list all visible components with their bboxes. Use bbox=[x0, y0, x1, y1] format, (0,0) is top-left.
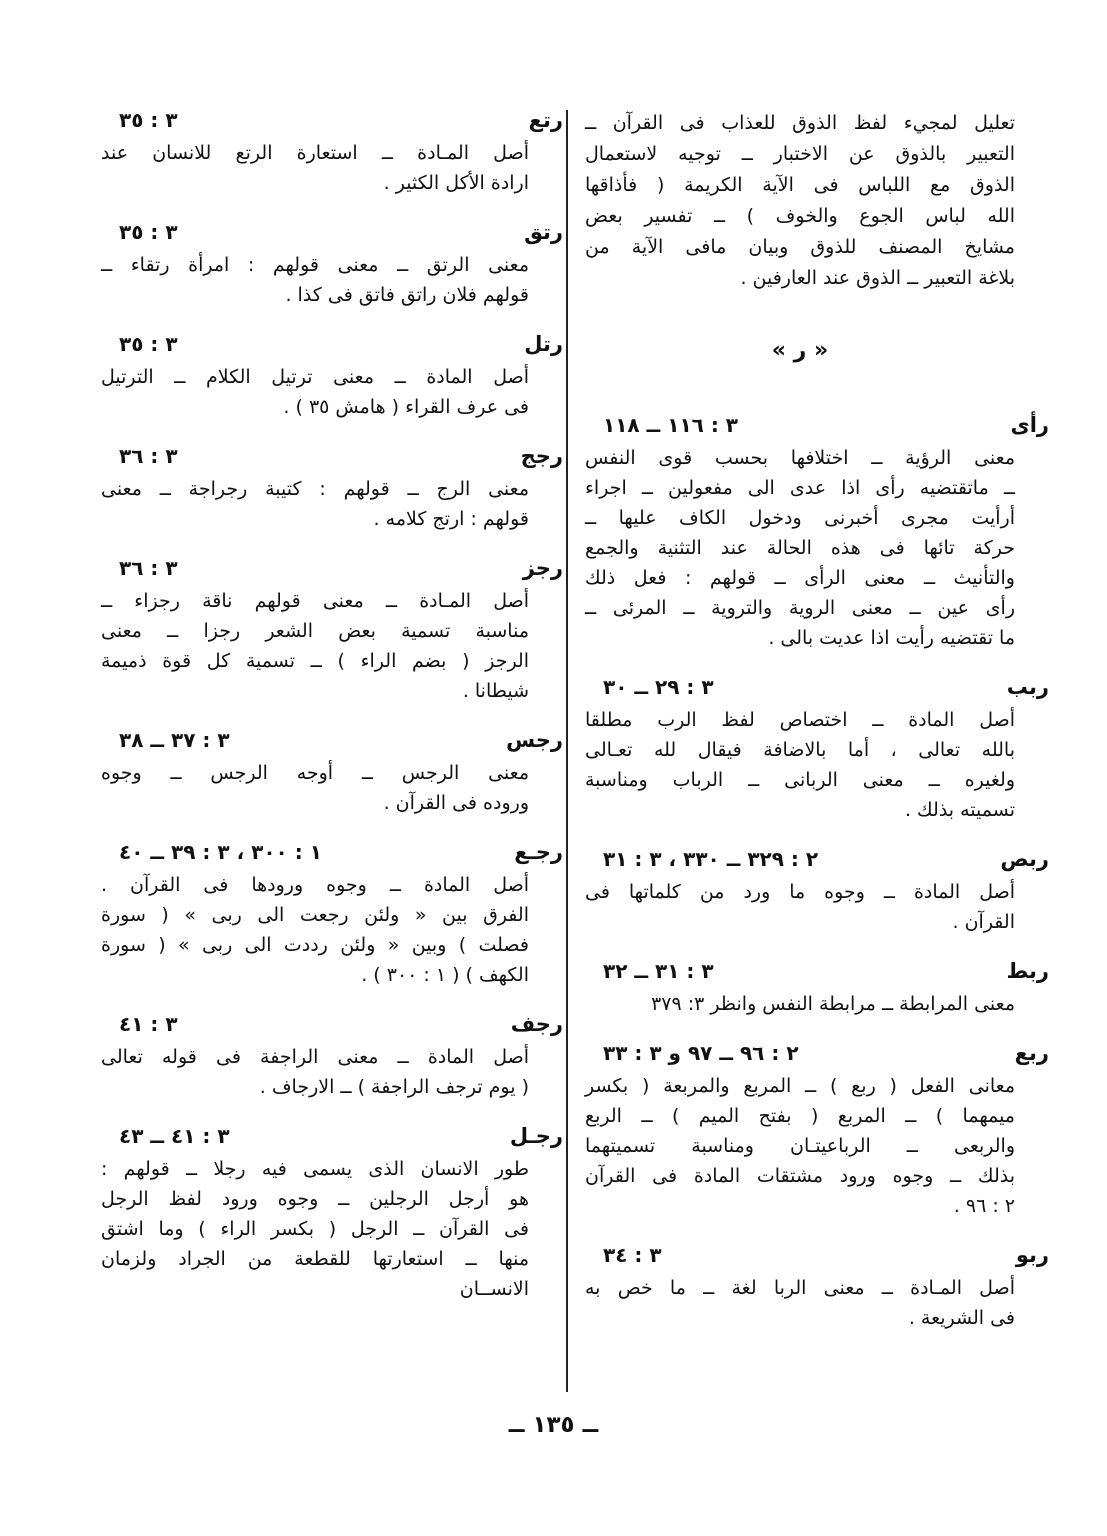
entry-text-line: الكهف ) ( ١ : ٣٠٠ ) . bbox=[361, 964, 529, 986]
entry-reference: ٣ : ١١٦ ــ ١١٨ bbox=[603, 413, 739, 437]
entry-text-line: قولهم : ارتج كلامه . bbox=[373, 508, 529, 530]
entry-text-line: أصل المادة ــ معنى ترتيل الكلام ــ الترتيل bbox=[101, 366, 529, 388]
entry-text-line: معنى الرؤية ــ اختلافها بحسب قوى النفس bbox=[585, 447, 1015, 469]
left-column bbox=[101, 108, 563, 1326]
entry-reference: ٣ : ٣١ ــ ٣٢ bbox=[603, 959, 714, 983]
entry-term: رأى bbox=[1010, 413, 1049, 437]
entry-text-line: ميمهما ) ــ المربع ( بفتح الميم ) ــ الربع bbox=[585, 1105, 1015, 1127]
entry-text-line: معنى الرجس ــ أوجه الرجس ــ وجوه bbox=[101, 762, 529, 784]
index-entry bbox=[101, 728, 563, 818]
index-entry bbox=[101, 444, 563, 534]
entry-term: ربط bbox=[1006, 959, 1049, 983]
entry-header bbox=[585, 675, 1049, 705]
text-line: الله لباس الجوع والخوف ) ــ تفسير بعض bbox=[585, 205, 1015, 227]
entry-term: ربب bbox=[1006, 675, 1049, 699]
right-column bbox=[585, 108, 1049, 1355]
entry-reference: ١ : ٣٠٠ ، ٣ : ٣٩ ــ ٤٠ bbox=[119, 840, 322, 864]
entry-text-line: القرآن . bbox=[952, 911, 1015, 933]
entry-text-line: هو أرجل الرجلين ــ وجوه ورود لفظ الرجل bbox=[101, 1188, 529, 1210]
entry-header bbox=[101, 840, 563, 870]
entry-text-line: تسميته بذلك . bbox=[904, 799, 1015, 821]
entry-text-line: طور الانسان الذى يسمى فيه رجلا ــ قولهم : bbox=[101, 1158, 529, 1180]
entry-term: رجز bbox=[522, 556, 563, 580]
entry-text-line: فى عرف القراء ( هامش ٣٥ ) . bbox=[283, 396, 529, 418]
text-line: التعبير بالذوق عن الاختبار ــ توجيه لاستعمال bbox=[585, 143, 1015, 165]
entry-text-line: الانســان bbox=[459, 1278, 529, 1300]
entry-text-line: ٢ : ٩٦ . bbox=[953, 1195, 1015, 1217]
entry-header bbox=[585, 1041, 1049, 1071]
index-entry bbox=[101, 108, 563, 198]
entry-term: ربو bbox=[1015, 1243, 1049, 1267]
entry-header bbox=[101, 1124, 563, 1154]
text-line: بلاغة التعبير ــ الذوق عند العارفين . bbox=[740, 267, 1015, 289]
page-number: ــ ١٣٥ ــ bbox=[508, 1412, 599, 1438]
entry-text-line: معنى الرج ــ قولهم : كتيبة رجراجة ــ معنى bbox=[101, 478, 529, 500]
entry-header bbox=[585, 1243, 1049, 1273]
entry-reference: ٣ : ٣٥ bbox=[119, 108, 178, 132]
text-line: مشايخ المصنف للذوق وبيان مافى الآية من bbox=[585, 236, 1015, 258]
entry-text-line: معانى الفعل ( ربع ) ــ المربع والمربعة ( بكسر bbox=[585, 1075, 1015, 1097]
entry-header bbox=[585, 959, 1049, 989]
entry-reference: ٣ : ٣٤ bbox=[603, 1243, 662, 1267]
entry-header bbox=[101, 220, 563, 250]
entry-term: رتل bbox=[524, 332, 563, 356]
entry-reference: ٢ : ٩٦ ــ ٩٧ و ٣ : ٣٣ bbox=[603, 1041, 799, 1065]
left-entries bbox=[101, 108, 563, 1304]
entry-reference: ٣ : ٣٦ bbox=[119, 444, 178, 468]
index-entry bbox=[585, 959, 1049, 1019]
entry-text-line: الرجز ( بضم الراء ) ــ تسمية كل قوة ذميمة bbox=[101, 650, 529, 672]
index-entry bbox=[101, 840, 563, 990]
entry-header bbox=[101, 108, 563, 138]
entry-header bbox=[101, 728, 563, 758]
entry-text-line: أصل المـادة ــ معنى قولهم ناقة رجزاء ــ bbox=[101, 590, 529, 612]
index-entry bbox=[585, 675, 1049, 825]
entry-text-line: رأى عين ــ معنى الروية والتروية ــ المرئى ــ bbox=[585, 597, 1015, 619]
entry-reference: ٣ : ٣٥ bbox=[119, 332, 178, 356]
entry-term: ربع bbox=[1014, 1041, 1049, 1065]
index-entry bbox=[101, 220, 563, 310]
entry-reference: ٣ : ٤١ ــ ٤٣ bbox=[119, 1124, 230, 1148]
entry-text-line: ــ ماتقتضيه رأى اذا عدى الى مفعولين ــ اجراء bbox=[585, 477, 1015, 499]
entry-header bbox=[101, 444, 563, 474]
entry-text-line: مناسبة تسمية بعض الشعر رجزا ــ معنى bbox=[101, 620, 529, 642]
entry-reference: ٣ : ٣٦ bbox=[119, 556, 178, 580]
entry-text-line: والتأنيث ــ معنى الرأى ــ قولهم : فعل ذلك bbox=[585, 567, 1015, 589]
entry-text-line: أصل المادة ــ وجوه ورودها فى القرآن . bbox=[101, 874, 529, 896]
entry-text-line: شيطانا . bbox=[462, 680, 529, 702]
right-entries bbox=[585, 413, 1049, 1333]
entry-text-line: معنى المرابطة ــ مرابطة النفس وانظر ٣: ٣٧٩ bbox=[651, 993, 1015, 1015]
entry-term: رجـل bbox=[509, 1124, 563, 1148]
intro-paragraph bbox=[585, 108, 1015, 294]
entry-term: رتق bbox=[524, 220, 563, 244]
entry-text-line: ارادة الأكل الكثير . bbox=[383, 172, 529, 194]
entry-text-line: قولهم فلان راتق فاتق فى كذا . bbox=[285, 284, 529, 306]
entry-text-line: حركة تائها فى هذه الحالة عند التثنية والجمع bbox=[585, 537, 1015, 559]
entry-reference: ٣ : ٣٥ bbox=[119, 220, 178, 244]
index-entry bbox=[585, 413, 1049, 653]
entry-header bbox=[101, 1012, 563, 1042]
entry-header bbox=[101, 332, 563, 362]
index-entry bbox=[585, 847, 1049, 937]
entry-header bbox=[585, 413, 1049, 443]
entry-text-line: ما تقتضيه رأيت اذا عديت بالى . bbox=[768, 627, 1015, 649]
index-entry bbox=[101, 1124, 563, 1304]
entry-text-line: أصل المادة ــ اختصاص لفظ الرب مطلقا bbox=[585, 709, 1015, 731]
index-entry bbox=[101, 1012, 563, 1102]
entry-text-line: بذلك ــ وجوه ورود مشتقات المادة فى القرآن bbox=[585, 1165, 1015, 1187]
entry-text-line: منها ــ استعارتها للقطعة من الجراد ولزمان bbox=[101, 1248, 529, 1270]
entry-text-line: ولغيره ــ معنى الربانى ــ الرباب ومناسبة bbox=[585, 769, 1015, 791]
index-entry bbox=[585, 1243, 1049, 1333]
text-line: الذوق مع اللباس فى الآية الكريمة ( فأذاقها bbox=[585, 174, 1015, 196]
entry-text-line: فصلت ) وبين « ولئن رددت الى ربى » ( سورة bbox=[101, 934, 529, 956]
entry-text-line: فى الشريعة . bbox=[908, 1307, 1015, 1329]
column-divider bbox=[566, 110, 568, 1392]
entry-term: رجج bbox=[520, 444, 563, 468]
section-title: « ر » bbox=[771, 338, 829, 363]
entry-term: رجف bbox=[510, 1012, 563, 1036]
entry-text-line: الفرق بين « ولئن رجعت الى ربى » ( سورة bbox=[101, 904, 529, 926]
text-line: تعليل لمجيء لفظ الذوق للعذاب فى القرآن ــ bbox=[585, 112, 1015, 134]
entry-reference: ٣ : ٣٧ ــ ٣٨ bbox=[119, 728, 230, 752]
entry-term: رجس bbox=[506, 728, 563, 752]
entry-term: ربص bbox=[1000, 847, 1049, 871]
entry-text-line: والربعى ــ الرباعيتـان ومناسبة تسميتهما bbox=[585, 1135, 1015, 1157]
entry-text-line: فى القرآن ــ الرجل ( بكسر الراء ) وما اشتق bbox=[101, 1218, 529, 1240]
entry-reference: ٢ : ٣٢٩ ــ ٣٣٠ ، ٣ : ٣١ bbox=[603, 847, 819, 871]
entry-reference: ٣ : ٢٩ ــ ٣٠ bbox=[603, 675, 714, 699]
index-entry bbox=[585, 1041, 1049, 1221]
entry-text-line: بالله تعالى ، أما بالاضافة فيقال لله تعـالى bbox=[585, 739, 1015, 761]
entry-text-line: معنى الرتق ــ معنى قولهم : امرأة رتقاء ــ bbox=[101, 254, 529, 276]
entry-term: رجـع bbox=[514, 840, 563, 864]
entry-term: رتع bbox=[528, 108, 563, 132]
entry-header bbox=[101, 556, 563, 586]
index-entry bbox=[101, 332, 563, 422]
entry-text-line: أصل المادة ــ وجوه ما ورد من كلماتها فى bbox=[585, 881, 1015, 903]
index-entry bbox=[101, 556, 563, 706]
entry-text-line: وروده فى القرآن . bbox=[383, 792, 529, 814]
entry-text-line: أصل المـادة ــ استعارة الرتع للانسان عند bbox=[101, 142, 529, 164]
entry-text-line: أصل المادة ــ معنى الراجفة فى قوله تعالى bbox=[101, 1046, 529, 1068]
entry-reference: ٣ : ٤١ bbox=[119, 1012, 178, 1036]
entry-text-line: أصل المـادة ــ معنى الربا لغة ــ ما خص به bbox=[585, 1277, 1015, 1299]
entry-header bbox=[585, 847, 1049, 877]
entry-text-line: ( يوم ترجف الراجفة ) ــ الارجاف . bbox=[259, 1076, 529, 1098]
entry-text-line: أرأيت مجرى أخبرنى ودخول الكاف عليها ــ bbox=[585, 507, 1015, 529]
